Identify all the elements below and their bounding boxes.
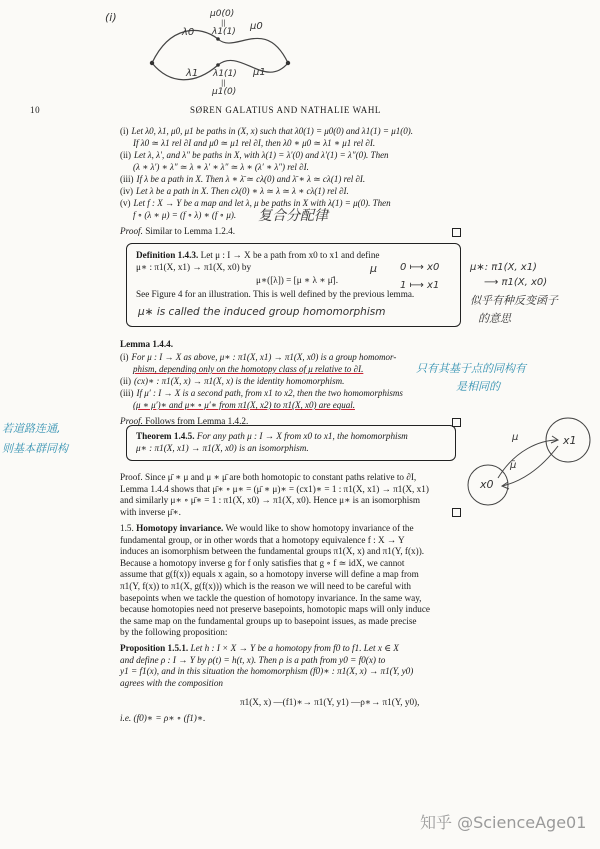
side-note-1: μ∗: π1(X, x1) ⟶ π1(X, x0) 似乎有种反变函子 的意思 xyxy=(470,262,558,325)
definition-hand-map2: 1 ⟼ x1 xyxy=(400,280,440,291)
mu1-label: μ1 xyxy=(253,67,266,78)
proof3-line: with inverse μ̄∗. xyxy=(120,506,181,517)
path-diagram xyxy=(100,5,340,100)
proof-3 xyxy=(120,472,462,518)
proof3-line: Lemma 1.4.4 shows that μ̄∗ ∘ μ∗ = (μ̄ ∗ μ)∗ = (cx1)∗ = 1 : π1(X, x1) → π1(X, x1) xyxy=(120,483,429,494)
definition-content: Definition 1.4.3. Let μ : I → X be a path from x0 to x1 and define μ∗ : π1(X, x1) → π1(X, x0) by μ∗([λ]) = [μ ∗ λ ∗ μ̄]. See Figure 4 for an illustration. This is well defined by the previous lemma. xyxy=(136,250,415,299)
proof-2: Proof. Follows from Lemma 1.4.2. xyxy=(120,416,249,426)
list-item: (iii) If λ be a path in X. Then λ ∗ λ̄ ≃ cλ(0) and λ̄ ∗ λ ≃ cλ(1) rel ∂I. xyxy=(120,174,366,184)
top-label-3: λ1(1) xyxy=(212,27,236,37)
section-line: π1(Y, f(x)) to π1(X, g(f(x))) which is the reason we will need to be careful with xyxy=(120,580,412,591)
page-number: 10 xyxy=(30,105,41,115)
definition-hand-mu: μ xyxy=(370,262,377,275)
proposition-line: agrees with the composition xyxy=(120,677,224,688)
lambda1-label: λ1 xyxy=(186,68,199,79)
fig2-mubar: μ̄ xyxy=(510,460,517,471)
proposition-1-5-1: Proposition 1.5.1. Let h : I × X → Y be a homotopy from f0 to f1. Let x ∈ X and define ρ : I → Y by ρ(t) = h(t, x). Then ρ is a path from y0 = f0(x) to y1 = f1(x), and in this situation the homomorphism (f0)∗ : π1(X, x) → π1(Y, y0) agrees with the composition π1(X, x) —(f1)∗→ π1(Y, y1) —ρ∗→ π1(Y, y0), i.e. (f0)∗ = ρ∗ ∘ (f1)∗. xyxy=(120,643,462,725)
bottom-label-2: || xyxy=(221,79,226,87)
figure-2-drawing xyxy=(460,410,600,520)
list-item: (λ ∗ λ′) ∗ λ″ ≃ λ ∗ λ′ ∗ λ″ ≃ λ ∗ (λ′ ∗ λ″) rel ∂I. xyxy=(133,162,309,172)
proof-1: Proof. Similar to Lemma 1.2.4. xyxy=(120,226,236,236)
section-line: by the following proposition: xyxy=(120,627,228,638)
figure-2 xyxy=(460,410,600,520)
list-item: (v) Let f : X → Y be a map and let λ, μ be paths in X with λ(1) = μ(0). Then xyxy=(120,198,391,208)
proposition-line: and define ρ : I → Y by ρ(t) = h(t, x). Then ρ is a path from y0 = f0(x) to xyxy=(120,654,386,665)
figure-i xyxy=(100,5,340,100)
top-label-2: || xyxy=(221,19,226,27)
list-item: f ∘ (λ ∗ μ) = (f ∘ λ) ∗ (f ∘ μ). xyxy=(133,210,237,220)
list-item: If λ0 ≃ λ1 rel ∂I and μ0 ≃ μ1 rel ∂I, then λ0 ∗ μ0 ≃ λ1 ∗ μ1 rel ∂I. xyxy=(133,138,376,148)
bottom-label-1: λ1(1) xyxy=(213,69,237,79)
section-line: the same map on the fundamental groups up to basepoint issues, as made precise xyxy=(120,615,417,626)
qed-box xyxy=(452,228,461,237)
proof3-line: and similarly μ∗ ∘ μ̄∗ = 1 : π1(X, x0) → π1(X, x0). Hence μ∗ is an isomorphism xyxy=(120,495,420,506)
list-item: (iii) If μ′ : I → X is a second path, from x1 to x2, then the two homomorphisms xyxy=(120,388,403,398)
left-note: 若道路连通, 则基本群同构 xyxy=(2,422,68,455)
section-line: induces an isomorphism between the fundamental groups π1(X, x) and π1(Y, f(x)). xyxy=(120,546,425,557)
list-item: (ii) (cx)∗ : π1(X, x) → π1(X, x) is the identity homomorphism. xyxy=(120,376,345,386)
side-note-2: 只有其基于点的同构有 是相同的 xyxy=(416,362,526,393)
list-item: phism, depending only on the homotopy class of μ relative to ∂I. xyxy=(133,364,364,374)
proof3-line: Proof. Since μ̄ ∗ μ and μ ∗ μ̄ are both homotopic to constant paths relative to ∂I, xyxy=(120,472,417,482)
lemma-title: Lemma 1.4.4. xyxy=(120,339,174,349)
definition-hand-map1: 0 ⟼ x0 xyxy=(400,262,440,273)
list-item: (i) Let λ0, λ1, μ0, μ1 be paths in (X, x) such that λ0(1) = μ0(0) and λ1(1) = μ1(0). xyxy=(120,126,414,136)
proposition-line: y1 = f1(x), and in this situation the homomorphism (f0)∗ : π1(X, x) → π1(Y, y0) xyxy=(120,666,414,677)
fig2-mu: μ xyxy=(512,432,519,443)
section-1-5: 1.5. Homotopy invariance. We would like to show homotopy invariance of the fundamental group, or in other words that a homotopy equivalence f : X → Y induces an isomorphism between the fundamental groups π1(X, x) and π1(Y, f(x)). Because a homotopy inverse g for f only satisfies that g ∘ f ≃ idX, we cannot assume that g(f(x)) equals x again, so a homotopy inverse will define a map from π1(Y, f(x)) to π1(X, g(f(x))) which is the reason we will need to be careful with basepoints when we tackle the question of homotopy invariance. In the same way, because homotopies need not preserve basepoints, homotopic maps will only induce the same map on the fundamental groups up to basepoint issues, as made precise by the following proposition: xyxy=(120,523,462,639)
section-line: fundamental group, or in other words that a homotopy equivalence f : X → Y xyxy=(120,534,405,545)
watermark: 知乎 @ScienceAge01 xyxy=(420,813,587,832)
list-item: (ii) Let λ, λ′, and λ″ be paths in X, with λ(1) = λ′(0) and λ′(1) = λ″(0). Then xyxy=(120,150,389,160)
list-item: (i) For μ : I → X as above, μ∗ : π1(X, x1) → π1(X, x0) is a group homomor- xyxy=(120,352,397,362)
top-label-1: μ0(0) xyxy=(210,9,235,19)
bottom-label-3: μ1(0) xyxy=(212,87,237,97)
proposition-formula: π1(X, x) —(f1)∗→ π1(Y, y1) —ρ∗→ π1(Y, y0), xyxy=(240,697,420,708)
list-item: (iv) Let λ be a path in X. Then cλ(0) ∗ λ ≃ λ ≃ λ ∗ cλ(1) rel ∂I. xyxy=(120,186,349,196)
lambda0-label: λ0 xyxy=(182,27,195,38)
section-line: because homotopies need not preserve basepoints, homotopic maps will only induce xyxy=(120,604,431,615)
section-line: basepoints when we tackle the question of homotopy invariance. In the same way, xyxy=(120,592,422,603)
handwritten-note-assoc: 复合分配律 xyxy=(258,208,328,224)
theorem-content: Theorem 1.4.5. For any path μ : I → X from x0 to x1, the homomorphism μ∗ : π1(X, x1) → π1(X, x0) is an isomorphism. xyxy=(136,431,408,453)
section-line: assume that g(f(x)) equals x again, so a homotopy inverse will define a map from xyxy=(120,569,419,580)
definition-hand-note: μ∗ is called the induced group homomorphism xyxy=(138,306,386,318)
fig2-x0: x0 xyxy=(480,478,494,491)
figure-label: (i) xyxy=(105,11,117,24)
qed-box xyxy=(452,508,461,517)
list-item: (μ ∗ μ′)∗ and μ∗ ∘ μ′∗ from π1(X, x2) to π1(X, x0) are equal. xyxy=(133,400,355,410)
fig2-x1: x1 xyxy=(563,434,577,447)
authors: SØREN GALATIUS AND NATHALIE WAHL xyxy=(190,105,382,115)
section-line: Because a homotopy inverse g for f only satisfies that g ∘ f ≃ idX, we cannot xyxy=(120,557,405,568)
proposition-last: i.e. (f0)∗ = ρ∗ ∘ (f1)∗. xyxy=(120,712,206,723)
mu0-label: μ0 xyxy=(250,21,263,32)
